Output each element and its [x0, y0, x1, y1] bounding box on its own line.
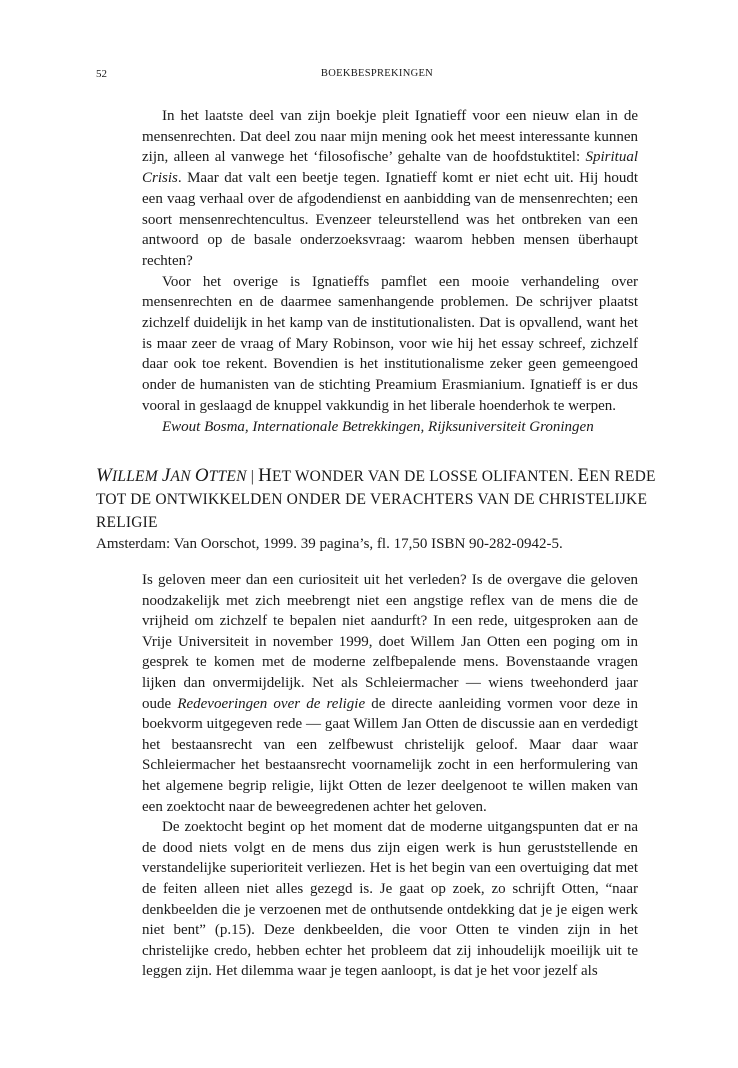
- book-title: HET WONDER VAN DE LOSSE OLIFANTEN. EEN REDE TOT DE ONTWIKKELDEN ONDER DE VERACHTERS VAN DE CHRISTELIJKE RELIGIE: [96, 465, 656, 531]
- review1-paragraph-2: Voor het overige is Ignatieffs pamflet een mooie verhandeling over mensenrechten en de daarmee samenhangende problemen. De schrijver plaatst zichzelf duidelijk in het kamp van de institutionalisten. Dat is opvallend, want het is maar zeer de vraag of Mary Robinson, voor wie hij het essay schreef, zichzelf daar ook toe rekent. Bovendien is het institutionalisme zeker geen gemeengoed onder de humanisten van de stichting Preamium Erasmianium. Ignatieff is er dus vooral in geslaagd de knuppel vakkundig in het liberale hoenderhok te werpen.: [142, 273, 638, 414]
- book-author: WILLEM JAN OTTEN: [96, 465, 247, 486]
- book-title-line: [96, 464, 656, 534]
- review-ignatieff: [142, 106, 638, 437]
- review1-italic-title: Spiritual Crisis: [142, 149, 638, 187]
- review2-bibliographic-heading: [96, 464, 656, 555]
- title-separator: |: [246, 468, 259, 485]
- page-header: [96, 68, 658, 84]
- publication-details: Amsterdam: Van Oorschot, 1999. 39 pagina’s, fl. 17,50 ISBN 90-282-0942-5.: [96, 536, 563, 552]
- running-head: BOEKBESPREKINGEN: [320, 68, 434, 79]
- review2-paragraph-1: Is geloven meer dan een curiositeit uit het verleden? Is de overgave die geloven noodzakelijk met zich meebrengt niet een angstige reflex van de mens die de vrijheid om zichzelf te bepalen niet aandurft? In een rede, uitgesproken aan de Vrije Universiteit in november 1999, doet Willem Jan Otten een poging om in gesprek te komen met de moderne zelfbepalende mens. Bovenstaande vragen lijken dan onvermijdelijk. Net als Schleiermacher — wiens tweehonderd jaar oude Redevoeringen over de religie de directe aanleiding vormen voor deze in boekvorm uitgegeven rede — gaat Willem Jan Otten de discussie aan en verdedigt het bestaansrecht van een zelfbewust christelijk geloof. Maar daar waar Schleiermacher het bestaansrecht voornamelijk zocht in een herformulering van het algemene begrip religie, lijkt Otten de lezer deelgenoot te willen maken van een zoektocht naar de beweegredenen achter het geloven.: [142, 572, 638, 815]
- review1-paragraph-1: In het laatste deel van zijn boekje pleit Ignatieff voor een nieuw elan in de mensenrechten. Dat deel zou naar mijn mening ook het meest interessante kunnen zijn, alleen al vanwege het ‘filosofische’ gehalte van de hoofdstuktitel: Spiritual Crisis. Maar dat valt een beetje tegen. Ignatieff komt er niet echt uit. Hij houdt een vaag verhaal over de afgodendienst en aanbidding van de mensenrechten; een soort mensenrechtencultus. Evenzeer teleurstellend was het ontbreken van een antwoord op de basale onderzoeksvraag: waarom hebben mensen überhaupt rechten?: [142, 108, 638, 269]
- review2-italic-title: Redevoeringen over de religie: [177, 695, 366, 712]
- review2-paragraph-2: De zoektocht begint op het moment dat de moderne uitgangspunten dat er na de dood niets volgt en de mens dus zijn eigen werk is hun geruststellende en verstandelijke superioriteit verliezen. Het is het begin van een overtuiging dat met de feiten alleen niet alles gezegd is. Je gaat op zoek, zo schrijft Otten, “naar denkbeelden die je verzoenen met de onthutsende ontdekking dat je je eigen werk niet bent” (p.15). Deze denkbeelden, die voor Otten te vinden zijn in het christelijke credo, hebben echter het probleem dat zij inhoudelijk moeilijk uit te leggen zijn. Het dilemma waar je tegen aanloopt, is dat je het voor jezelf als: [142, 819, 638, 980]
- review-otten: [142, 570, 638, 982]
- page-number: 52: [96, 68, 107, 80]
- reviewer-signature: Ewout Bosma, Internationale Betrekkingen, Rijksuniversiteit Groningen: [162, 418, 594, 435]
